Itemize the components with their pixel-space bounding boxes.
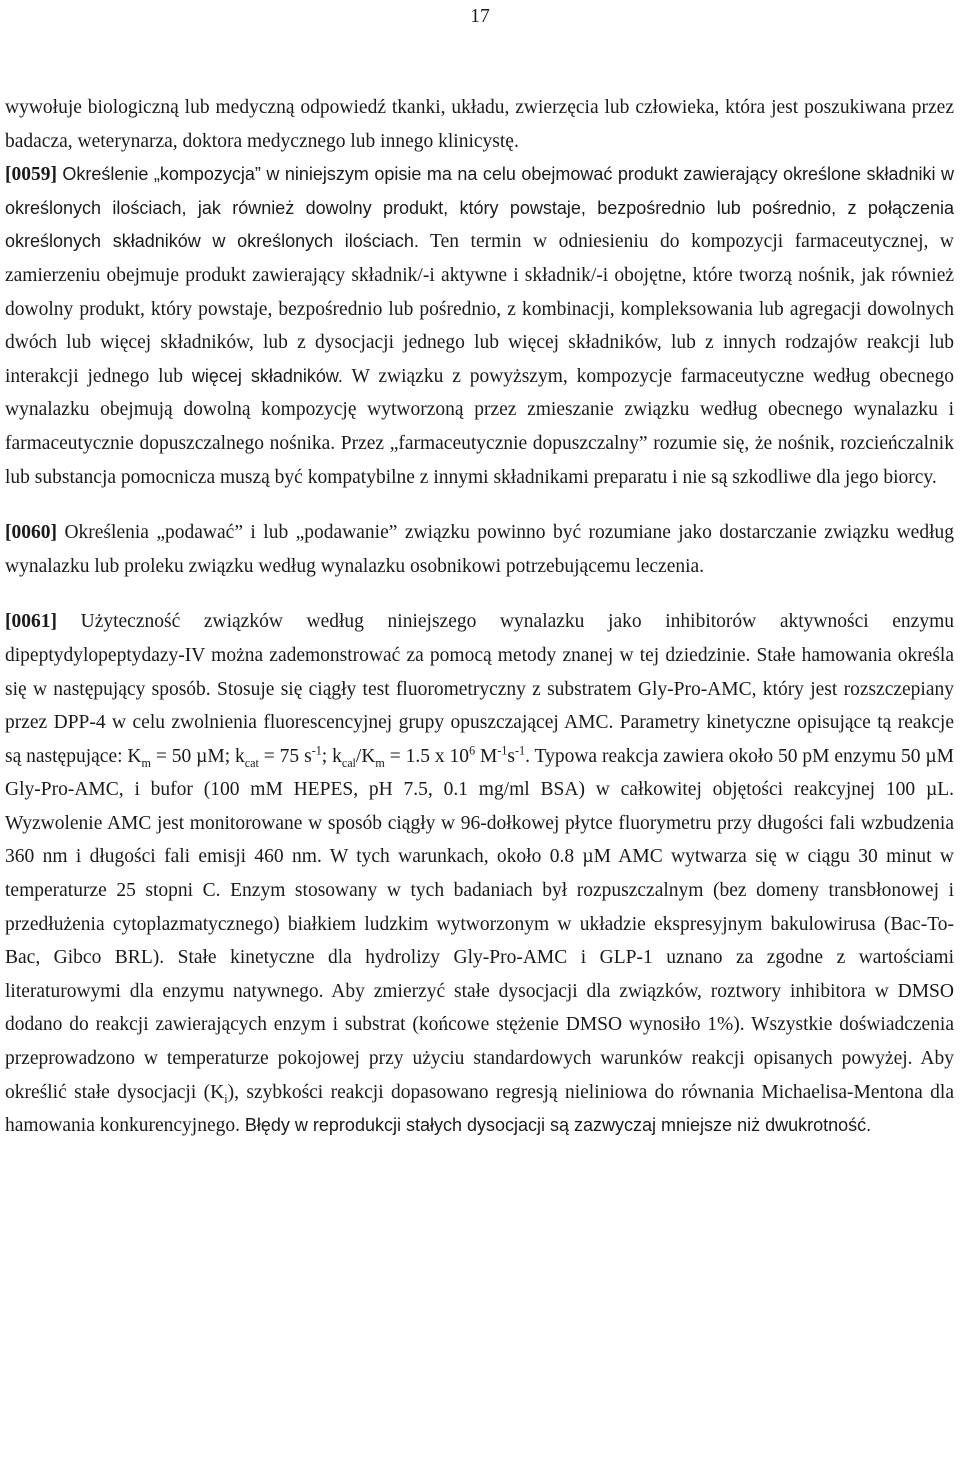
paragraph-0061 [5, 605, 954, 1143]
p0061-sentence-7: W tych warunkach, około 0.8 µM AMC wytwarza się w ciągu 30 minut w temperaturze 25 stopni C. [5, 846, 955, 902]
p0061-sentence-11: Wszystkie doświadczenia przeprowadzono w temperaturze pokojowej przy użyciu standardowych warunków reakcji opisanych powyżej. [5, 1014, 955, 1070]
km-subscript: m [141, 755, 151, 770]
p0059-more-ingredients: więcej składników. [191, 365, 343, 386]
kcat-unit-exponent: -1 [311, 743, 322, 758]
p0059-definition: Określenie „kompozycja” w niniejszym opisie ma na celu obejmować produkt zawierający określone składniki w określonych ilościach, jak również dowolny produkt, który powstaje, bezpośrednio lub pośrednio, z połączenia określonych składników w określonych ilościach. [5, 164, 954, 252]
molar-unit: M [475, 745, 498, 767]
paragraph-tag-0059: [0059] [5, 164, 57, 186]
p0061-sentence-6: Wyzwolenie AMC jest monitorowane w sposób ciągły w 96-dołkowej płytce fluorymetru przy długości fali wzbudzenia 360 nm i długości fali emisji 460 nm. [5, 812, 954, 868]
p0060-text: Określenia „podawać” i lub „podawanie” związku powinno być rozumiane jako dostarczanie związku według wynalazku lub proleku związku według wynalazku osobnikowi potrzebującemu leczenia. [5, 522, 955, 577]
p0061-sentence-9: Stałe kinetyczne dla hydrolizy Gly-Pro-AMC i GLP-1 uznano za zgodne z wartościami literaturowymi dla enzymu natywnego. [5, 947, 955, 1002]
seconds-unit: s [507, 745, 516, 767]
p0059-invention-compositions: W związku z powyższym, kompozycje farmaceutyczne według obecnego wynalazku obejmują dowolną kompozycję wytworzoną przez zmieszanie związku według obecnego wynalazku i farmaceutycznie dopuszczalnego nośnika. [5, 365, 955, 454]
p0059-pharma-composition: Ten termin w odniesieniu do kompozycji farmaceutycznej, w zamierzeniu obejmuje produkt zawierający składnik/-i aktywne i składnik/-i obojętne, które tworzą nośnik, jak również dowolny produkt, który powstaje, bezpośrednio lub pośrednio, z kombinacji, kompleksowania lub agregacji dowolnych dwóch lub więcej składników, lub z dysocjacji jednego lub więcej składników, lub z innych rodzajów reakcji lub interakcji jednego lub [5, 231, 955, 387]
page-number: 17 [470, 6, 490, 27]
p0061-sentence-1: Użyteczność związków według niniejszego wynalazku jako inhibitorów aktywności enzymu dipeptydylopeptydazy-IV można zademonstrować za pomocą metody znanej w tej dziedzinie. [5, 611, 955, 666]
document-body [5, 91, 954, 1143]
p0061-sentence-5: Typowa reakcja zawiera około 50 pM enzymu 50 µM Gly-Pro-AMC, i bufor (100 mM HEPES, pH 7.5, 0.1 mg/ml BSA) w całkowitej objętości reakcyjnej 100 µL. [5, 745, 955, 801]
p0061-sentence-13: Błędy w reprodukcji stałych dysocjacji są zazwyczaj mniejsze niż dwukrotność. [244, 1115, 872, 1136]
intro-text: wywołuje biologiczną lub medyczną odpowiedź tkanki, układu, zwierzęcia lub człowieka, która jest poszukiwana przez badacza, weterynarza, doktora medycznego lub innego klinicystę. [5, 97, 954, 152]
kinetics-end: . [525, 745, 530, 767]
intro-paragraph [5, 91, 954, 158]
kcat-subscript: cat [244, 755, 259, 770]
p0061-sentence-3: Stosuje się ciągły test fluorometryczny z substratem Gly-Pro-AMC, który jest rozszczepiany przez DPP-4 w celu zwolnienia fluorescencyjnej grupy opuszczającej AMC. [5, 678, 955, 734]
ratio-value: = 1.5 x 10 [384, 745, 470, 767]
p0061-sentence-2: Stałe hamowania określa się w następujący sposób. [5, 644, 955, 700]
paragraph-tag-0061: [0061] [5, 611, 57, 633]
km-ratio-subscript: m [375, 755, 385, 770]
power-exponent: 6 [469, 743, 476, 758]
ki-intro: Aby określić stałe dysocjacji (K [5, 1048, 954, 1103]
kcat-value: = 75 s [258, 745, 312, 767]
paragraph-0059 [5, 158, 954, 494]
seconds-exponent: -1 [515, 743, 526, 758]
kcal-subscript: cal [341, 755, 356, 770]
paragraph-0060 [5, 516, 954, 583]
ki-subscript: i [224, 1091, 228, 1106]
paragraph-tag-0060: [0060] [5, 522, 57, 544]
kinetics-separator: ; k [321, 745, 342, 767]
kinetics-ratio-slash: /K [355, 745, 376, 767]
km-value: = 50 µM; k [150, 745, 245, 767]
p0061-sentence-8: Enzym stosowany w tych badaniach był rozpuszczalnym (bez domeny transbłonowej i przedłużenia cytoplazmatycznego) białkiem ludzkim wytworzonym w układzie ekspresyjnym bakulowirusa (Bac-To-Bac, Gibco BRL). [5, 880, 954, 969]
ki-rest: ), szybkości reakcji dopasowano regresją nieliniowa do równania Michaelisa-Mentona dla hamowania konkurencyjnego. [5, 1081, 954, 1137]
p0061-sentence-10: Aby zmierzyć stałe dysocjacji dla związków, roztwory inhibitora w DMSO dodano do reakcji zawierających enzym i substrat (końcowe stężenie DMSO wynosiło 1%). [5, 980, 954, 1036]
kinetics-intro: Parametry kinetyczne opisujące tą reakcje są następujące: K [5, 712, 954, 767]
molar-exponent: -1 [497, 743, 508, 758]
p0059-acceptable-definition: Przez „farmaceutycznie dopuszczalny” rozumie się, że nośnik, rozcieńczalnik lub substancja pomocnicza muszą być kompatybilne z innymi składnikami preparatu i nie są szkodliwe dla jego biorcy. [5, 432, 954, 488]
